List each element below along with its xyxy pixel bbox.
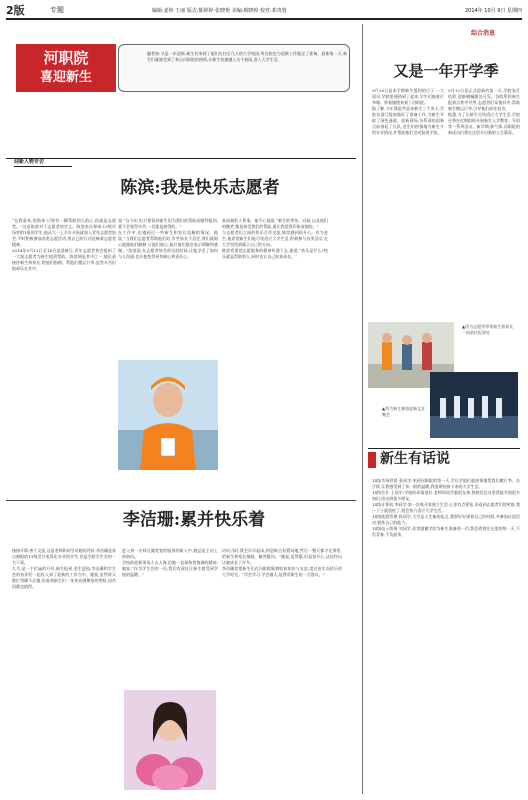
issue-date: 2014年 10月 9日 星期四 bbox=[464, 8, 522, 14]
article-new-col2: 9月12日是正式迎新的第一天,学院张灯结彩,迎新横幅随处可见。各院系的新生报到点秩序井然,志愿者们穿梭其中,帮助新生搬运行李,引导他们前往宿舍。 据悉,为了让新生尽快适应大学生活,学院还将在近期组织开展新生入学教育、军训等一系列活动。新学期,新气象,河职院的新成员们将在这里开启新的人生篇章。 bbox=[448, 88, 520, 135]
article-title-chen: 陈滨:我是快乐志愿者 bbox=[120, 178, 280, 198]
editor-note-text: 编者按:又是一年迎新,新生们来到了他们在往后几天的大学校园,所在院也为迎新工作做足了准备。迎新第一天,新生们就感受到了来自河职院的热情,让新生快速融入这个校园,进入大学生活。 bbox=[147, 51, 347, 62]
sayings-title: 新生有话说 bbox=[380, 451, 450, 467]
photo-caption-volunteers: ▲图为志愿者带领新生和家长一同前往报到处 bbox=[462, 324, 514, 335]
section-name: 专题 bbox=[50, 6, 64, 14]
page-header bbox=[6, 4, 522, 20]
section-marker bbox=[368, 452, 376, 468]
section-tag: 迎新人物专访 bbox=[14, 158, 72, 167]
column-separator bbox=[362, 24, 363, 794]
column-tag: 综合消息 bbox=[470, 30, 495, 37]
page-number: 2版 bbox=[6, 4, 25, 17]
article-chen-col1: “在我看来,很简单,只要有一颗帮助别人的心,你就是志愿者。”这是陈滨对于志愿者的定义。陈滨来自郑州,13级市场营销1班的学生,他从大一上半年开始就加入青年志愿者协会,平时积极参加各类志愿活动,用自己的行动诠释着志愿者精神。 2014年9月12日至14日是迎新日,青年志愿者协会组织了一大批志愿者为新生提供帮助。陈滨便是其中之一,他负责接待新生和家长,给他们指路、帮他们搬运行李,虽然辛苦但他却乐在其中。 bbox=[12, 218, 116, 271]
section-rule-sayings bbox=[368, 448, 520, 449]
banner-title-block bbox=[16, 44, 116, 92]
article-li-col2: 进入到一名师兄做宽宽的服务的新人中,她总是主动上前询问。 学校的迎新现场人山人海,但她一直保持着饱满的精神,她说:“作为学生会的一员,我们有责任让新生感受到学校的温暖。” bbox=[122, 548, 218, 577]
editor-note-frame bbox=[118, 44, 350, 92]
article-li-col3: 访问当时,我会早早起床,到迎新点布置场地,然后一整天都守在那里,给新生和家长指路、解答疑问。”她说,虽然累,但是很开心,这段经历让她成长了许多。 李洁珊希望新生们在河职院能够收获知识与友谊,度过充实而快乐的大学时光。“学会学习,学会做人,是我对新生的一点建议。” bbox=[222, 548, 342, 577]
article-chen-col3: 象深刻的人和事。他平心地说,“新生的等待、问候,以及他们的微笑,都是接受我们的帮助,最让我觉得印象深刻的。” 与志愿者们之间的快乐合作交流,陈滨感到很开心。作为老生,他希望新生们能尽快适应大学生活,积极参与各类活动,在大学里找到属于自己的方向。 陈滨希望把志愿服务的精神传递下去,他说:“快乐是什么?快乐就是帮助别人,同时也让自己收获成长。” bbox=[222, 218, 328, 259]
banner bbox=[6, 38, 356, 98]
banner-title-line2: 喜迎新生 bbox=[39, 70, 92, 85]
photo-chen-bin bbox=[118, 360, 218, 470]
article-li-col1: 扬扬开朗,善于交流,这是老师和同学对她的评价,李洁珊是来自揭阳的13级会计电算化专业的学生,也是学院学生会的一名干事。 九月,是一个忙碌的月份,新生报到,老生返校,李洁珊和学生会的伙伴们一起投入到了迎新的工作当中。她说,虽然每天都忙得脚不沾地,但看到新生们一张张充满期待的笑脸,再苦再累也值得。 bbox=[12, 548, 116, 589]
staff-line: 编辑:姜婷 王丽 版式:陈婷婷 张晓艳 美编:蔡晓婷 校对:邓贵蓉 bbox=[152, 8, 287, 14]
article-chen-col2: 说:“自今年,但只要看到新生因为我们的帮助而顺利报到,就不会觉得辛苦,一切都是值得的。” 在工作中,也遇到过一些新生和家长误解的情况。他说,“当我们志愿者帮助他们时,有些家长不信任,我们就耐心地跟他们解释,让他们放心,最后他们都会表示理解和感谢。”陈滨说,在志愿者协会的这段时间,让他学会了如何与人沟通,也让他变得更有耐心和责任心。 bbox=[118, 218, 218, 259]
article-title-li: 李洁珊:累并快乐着 bbox=[122, 510, 266, 530]
photo-performance bbox=[430, 372, 518, 438]
photo-caption-performance: ▲图为新生参加迎新文艺晚会 bbox=[382, 406, 426, 417]
article-title-new-semester: 又是一年开学季 bbox=[393, 62, 499, 80]
sayings-text: 14级市场营销 张同学:来到河职院的第一天,学长学姐们就热情地帮我们搬行李、办手续,让我感受到了家一般的温暖,我很期待接下来的大学生活。 14级会计 王同学:学校的环境很好,老师和同学都很友善,我相信在这里我能学到很多知识,结交到很多朋友。 14级计算机 李同学:第一次离开家独立生活,心里有点紧张,但看到志愿者们的笑脸,我一下子就放松了,我会努力适应大学生活。 14级旅游管理 陈同学:大学是人生新的起点,我要好好规划自己的时间,多参加社团活动,锻炼自己的能力。 14级电子商务 刘同学:非常感谢学院为新生准备的一切,我会珍惜在这里的每一天,不负青春,不负韶华。 bbox=[372, 478, 520, 537]
article-new-col1: 9月26日是本学期新生报到的日子,一大清早,学院里便热闹了起来,学生们拖着行李箱、带着憧憬来到了河职院。 据了解,今年我院共迎来新生三千余人,学院各部门提前做好了准备工作,为新生开辟了绿色通道。迎新现场,各系部的迎新点前排起了长队,老生们热情地为新生介绍专业情况,并帮助他们完成报到手续。 bbox=[372, 88, 444, 135]
photo-li-jieshan bbox=[124, 690, 216, 790]
banner-title-line1: 河职院 bbox=[43, 49, 89, 67]
article-divider bbox=[6, 500, 356, 501]
